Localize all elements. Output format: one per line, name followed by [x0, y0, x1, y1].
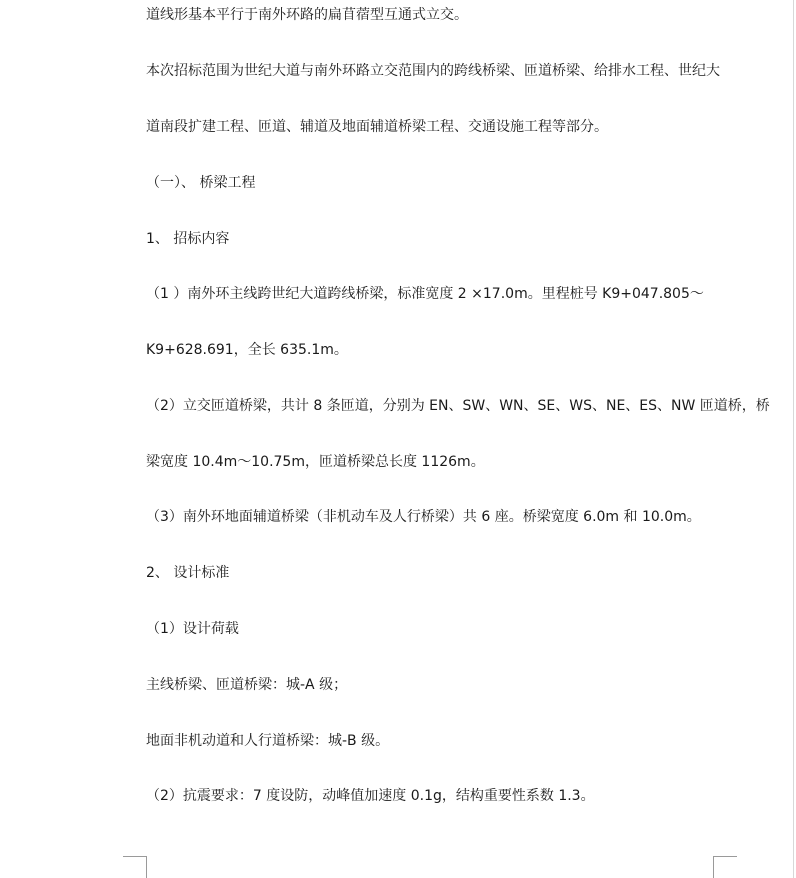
item-ramp-bridge-2: 梁宽度 10.4m～10.75m，匝道桥梁总长度 1126m。	[146, 454, 485, 470]
item-auxiliary-bridge: （3）南外环地面辅道桥梁（非机动车及人行桥梁）共 6 座。桥梁宽度 6.0m 和 10.0m。	[146, 509, 701, 525]
margin-corner-mark-right-vertical	[713, 856, 714, 878]
paragraph-line-bid-scope-1: 本次招标范围为世纪大道与南外环路立交范围内的跨线桥梁、匝道桥梁、给排水工程、世纪大	[146, 63, 720, 79]
paragraph-line-interchange-type: 道线形基本平行于南外环路的扁苜蓿型互通式立交。	[146, 7, 468, 23]
margin-corner-mark-left-vertical	[146, 856, 147, 878]
item-ramp-bridge-1: （2）立交匝道桥梁，共计 8 条匝道，分别为 EN、SW、WN、SE、WS、NE、ES、NW 匝道桥，桥	[146, 398, 770, 414]
section-heading-bridge-works: （一）、 桥梁工程	[146, 175, 256, 191]
item-seismic-requirement: （2）抗震要求：7 度设防，动峰值加速度 0.1g，结构重要性系数 1.3。	[146, 788, 595, 804]
item-main-line-bridge-1: （1 ）南外环主线跨世纪大道跨线桥梁，标准宽度 2 ×17.0m。里程桩号 K9+047.805～	[146, 286, 704, 302]
subheading-design-standard: 2、 设计标准	[146, 565, 230, 581]
item-design-load-main: 主线桥梁、匝道桥梁：城-A 级；	[146, 677, 348, 693]
item-design-load-pedestrian: 地面非机动道和人行道桥梁：城-B 级。	[146, 733, 390, 749]
margin-corner-mark-right	[713, 856, 737, 857]
item-main-line-bridge-2: K9+628.691，全长 635.1m。	[146, 342, 348, 358]
page-edge	[793, 0, 794, 878]
margin-corner-mark-left	[123, 856, 147, 857]
paragraph-line-bid-scope-2: 道南段扩建工程、匝道、辅道及地面辅道桥梁工程、交通设施工程等部分。	[146, 119, 608, 135]
item-design-load-heading: （1）设计荷载	[146, 621, 239, 637]
subheading-bid-content: 1、 招标内容	[146, 231, 230, 247]
